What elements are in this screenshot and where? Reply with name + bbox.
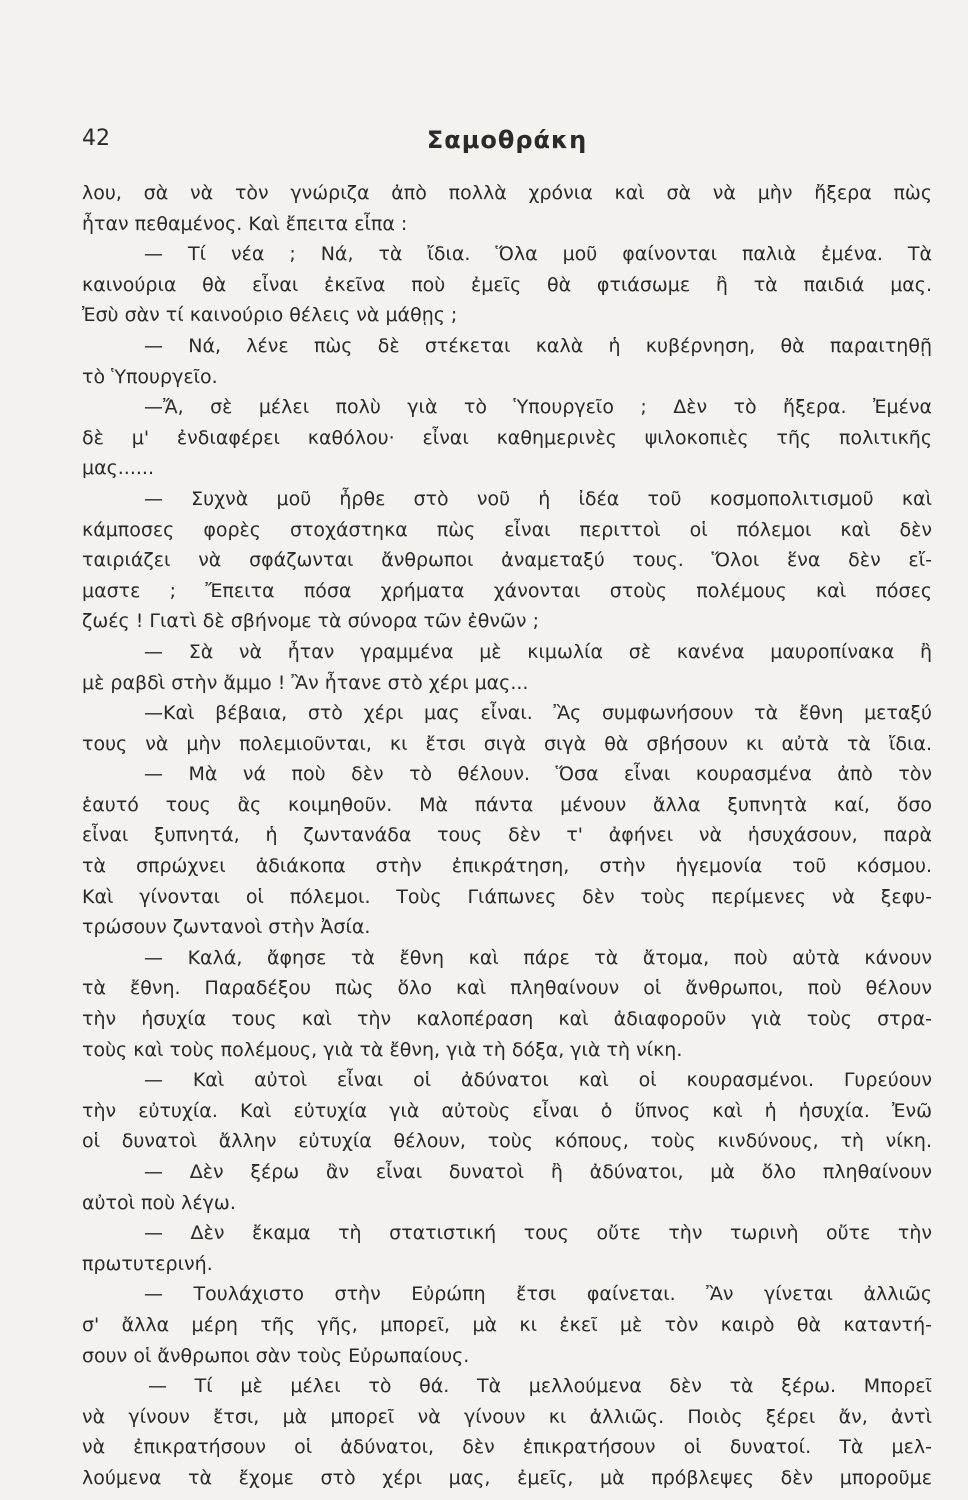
text-line: τὰ ἔθνη. Παραδέξου πὼς ὅλο καὶ πληθαίνουν οἱ ἄνθρωποι, ποὺ θέλουν: [82, 977, 932, 1000]
text-line: οἱ δυνατοὶ ἄλλην εὐτυχία θέλουν, τοὺς κόπους, τοὺς κινδύνους, τὴ νίκη.: [82, 1130, 932, 1153]
text-line: ζωές ! Γιατὶ δὲ σβήνομε τὰ σύνορα τῶν ἐθνῶν ;: [82, 610, 539, 633]
text-line: —Καὶ βέβαια, στὸ χέρι μας εἶναι. Ἂς συμφωνήσουν τὰ ἔθνη μεταξύ: [144, 702, 932, 725]
text-line: — Νά, λένε πὼς δὲ στέκεται καλὰ ἡ κυβέρνηση, θὰ παραιτηθῇ: [144, 334, 932, 357]
text-line: καινούρια θὰ εἶναι ἐκεῖνα ποὺ ἐμεῖς θὰ φτιάσωμε ἢ τὰ παιδιά μας.: [82, 273, 932, 296]
text-line: — Τί νέα ; Νά, τὰ ἴδια. Ὅλα μοῦ φαίνονται παλιὰ ἐμένα. Τὰ: [144, 243, 932, 266]
text-line: αὐτοὶ ποὺ λέγω.: [82, 1191, 236, 1214]
text-line: ἦταν πεθαμένος. Καὶ ἔπειτα εἶπα :: [82, 212, 408, 235]
text-line: — Δὲν ἔκαμα τὴ στατιστική τους οὔτε τὴν τωρινὴ οὔτε τὴν: [144, 1222, 932, 1245]
text-line: ἑαυτό τους ἂς κοιμηθοῦν. Μὰ πάντα μένουν ἄλλα ξυπνητὰ καί, ὅσο: [82, 793, 932, 816]
text-line: μαστε ; Ἔπειτα πόσα χρήματα χάνονται στοὺς πολέμους καὶ πόσες: [82, 579, 932, 602]
text-line: —Ἄ, σὲ μέλει πολὺ γιὰ τὸ Ὑπουργεῖο ; Δὲν τὸ ἤξερα. Ἐμένα: [144, 396, 932, 419]
text-line: δὲ μ' ἐνδιαφέρει καθόλου· εἶναι καθημερινὲς ψιλοκοπιὲς τῆς πολιτικῆς: [82, 426, 932, 449]
text-line: τρώσουν ζωντανοὶ στὴν Ἀσία.: [82, 916, 371, 939]
text-line: — Σὰ νὰ ἦταν γραμμένα μὲ κιμωλία σὲ κανένα μαυροπίνακα ἢ: [144, 640, 932, 663]
text-line: — Τουλάχιστο στὴν Εὐρώπη ἔτσι φαίνεται. Ἂν γίνεται ἀλλιῶς: [144, 1283, 932, 1306]
text-line: ταιριάζει νὰ σφάζωνται ἄνθρωποι ἀναμεταξύ τους. Ὅλοι ἕνα δὲν εἴ-: [82, 549, 932, 572]
text-line: τὸ Ὑπουργεῖο.: [82, 365, 218, 388]
text-line: τους νὰ μὴν πολεμιοῦνται, κι ἔτσι σιγὰ σιγὰ θὰ σβήσουν κι αὐτὰ τὰ ἴδια.: [82, 732, 932, 755]
text-line: κάμποσες φορὲς στοχάστηκα πὼς εἶναι περιττοὶ οἱ πόλεμοι καὶ δὲν: [82, 518, 932, 541]
text-line: — Δὲν ξέρω ἂν εἶναι δυνατοὶ ἢ ἀδύνατοι, μὰ ὅλο πληθαίνουν: [144, 1161, 932, 1183]
text-line: — Καλά, ἄφησε τὰ ἔθνη καὶ πάρε τὰ ἄτομα, ποὺ αὐτὰ κάνουν: [144, 946, 932, 969]
text-line: τὰ σπρώχνει ἀδιάκοπα στὴν ἐπικράτηση, στὴν ἡγεμονία τοῦ κόσμου.: [82, 855, 932, 878]
running-title: Σαμοθράκη: [426, 126, 588, 154]
text-line: νὰ γίνουν ἔτσι, μὰ μπορεῖ νὰ γίνουν κι ἀλλιῶς. Ποιὸς ξέρει ἄν, ἀντὶ: [82, 1405, 932, 1428]
page-header: [82, 118, 932, 154]
text-line: Ἐσὺ σὰν τί καινούριο θέλεις νὰ μάθῃς ;: [82, 304, 458, 327]
page-number: 42: [82, 126, 110, 151]
text-line: νὰ ἐπικρατήσουν οἱ ἀδύνατοι, δὲν ἐπικρατήσουν οἱ δυνατοί. Τὰ μελ-: [82, 1436, 932, 1459]
text-line: — Καὶ αὐτοὶ εἶναι οἱ ἀδύνατοι καὶ οἱ κουρασμένοι. Γυρεύουν: [144, 1069, 932, 1092]
text-line: λου, σὰ νὰ τὸν γνώριζα ἀπὸ πολλὰ χρόνια καὶ σὰ νὰ μὴν ἤξερα πὼς: [82, 182, 932, 204]
text-line: — Συχνὰ μοῦ ἦρθε στὸ νοῦ ἡ ἰδέα τοῦ κοσμοπολιτισμοῦ καὶ: [144, 487, 932, 510]
text-line: πρωτυτερινή.: [82, 1252, 213, 1275]
text-line: τὴν ἡσυχία τους καὶ τὴν καλοπέραση καὶ ἀδιαφοροῦν γιὰ τοὺς στρα-: [82, 1008, 932, 1031]
text-line: μὲ ραβδὶ στὴν ἄμμο ! Ἂν ἦτανε στὸ χέρι μας...: [82, 671, 529, 694]
text-line: — Μὰ νά ποὺ δὲν τὸ θέλουν. Ὅσα εἶναι κουρασμένα ἀπὸ τὸν: [144, 763, 932, 786]
text-line: Καὶ γίνονται οἱ πόλεμοι. Τοὺς Γιάπωνες δὲν τοὺς περίμενες νὰ ξεφυ-: [82, 885, 932, 908]
text-line: — Τί μὲ μέλει τὸ θά. Τὰ μελλούμενα δὲν τὰ ξέρω. Μπορεῖ: [148, 1375, 932, 1398]
text-line: λούμενα τὰ ἔχομε στὸ χέρι μας, ἐμεῖς, μὰ πρόβλεψες δὲν μποροῦμε: [82, 1466, 932, 1489]
text-line: μας......: [82, 457, 155, 480]
text-line: σ' ἄλλα μέρη τῆς γῆς, μπορεῖ, μὰ κι ἐκεῖ μὲ τὸν καιρὸ θὰ καταντή-: [82, 1313, 932, 1336]
text-line: τὴν εὐτυχία. Καὶ εὐτυχία γιὰ αὐτοὺς εἶναι ὁ ὕπνος καὶ ἡ ἡσυχία. Ἐνῶ: [82, 1099, 932, 1122]
text-line: σουν οἱ ἄνθρωποι σὰν τοὺς Εὐρωπαίους.: [82, 1344, 470, 1367]
text-line: εἶναι ξυπνητά, ἡ ζωντανάδα τους δὲν τ' ἀφήνει νὰ ἡσυχάσουν, παρὰ: [82, 824, 932, 847]
body-text: [82, 178, 932, 1494]
text-line: τοὺς καὶ τοὺς πολέμους, γιὰ τὰ ἔθνη, γιὰ τὴ δόξα, γιὰ τὴ νίκη.: [82, 1038, 683, 1061]
